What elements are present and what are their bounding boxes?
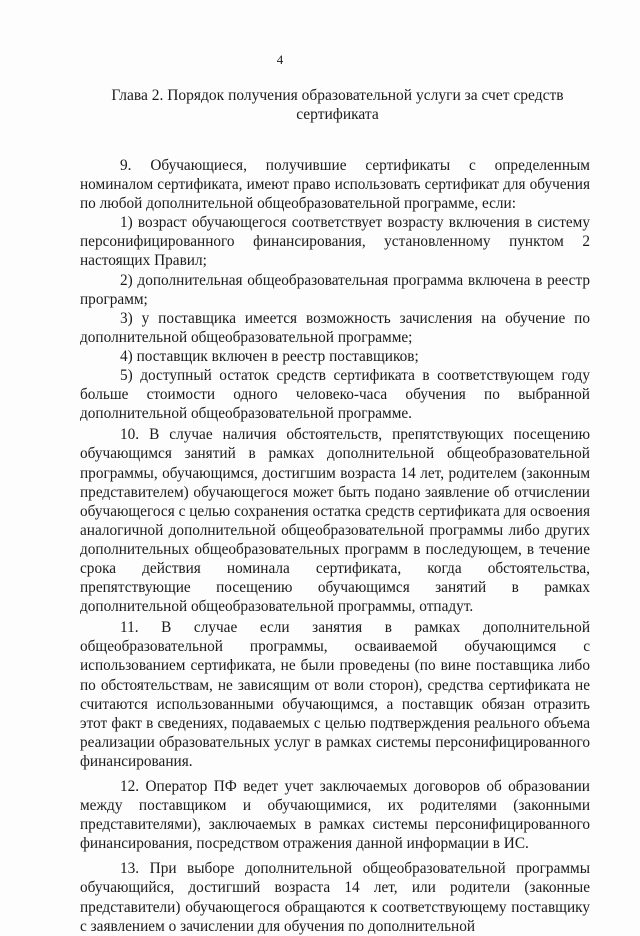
page-number: 4 — [276, 52, 284, 67]
chapter-heading: Глава 2. Порядок получения образовательной услуги за счет средств сертификата — [111, 87, 564, 123]
paragraph-13: 13. При выборе дополнительной общеобразовательной программы обучающийся, достигший возраста 14 лет, или родители (законные представители) обучающегося обращаются к соответствующему поставщику с заявлением о зачислении для обучения по дополнительной — [80, 860, 590, 935]
list-item-3: 3) у поставщика имеется возможность зачисления на обучение по дополнительной общеобразовательной программе; — [80, 309, 590, 346]
body-text — [80, 156, 590, 936]
list-item-1: 1) возраст обучающегося соответствует возрасту включения в систему персонифицированного финансирования, установленному пунктом 2 настоящих Правил; — [80, 214, 590, 270]
list-item-4: 4) поставщик включен в реестр поставщиков; — [120, 347, 419, 365]
paragraph-10: 10. В случае наличия обстоятельств, препятствующих посещению обучающимся занятий в рамках дополнительной общеобразовательной программы, обучающимся, достигшим возраста 14 лет, родителем (законным представителем) обучающегося может быть подано заявление об отчислении обучающегося с целью сохранения остатка средств сертификата для освоения аналогичной дополнительной общеобразовательной программы либо других дополнительных общеобразовательных программ в последующем, в течение срока действия номинала сертификата, когда обстоятельства, препятствующие посещению обучающимся занятий в рамках дополнительной общеобразовательной программы, отпадут. — [80, 426, 590, 616]
list-item-5: 5) доступный остаток средств сертификата в соответствующем году больше стоимости одного человеко-часа обучения по выбранной дополнительной общеобразовательной программе. — [80, 367, 590, 423]
paragraph-9: 9. Обучающиеся, получившие сертификаты с определенным номиналом сертификата, имеют право использовать сертификат для обучения по любой дополнительной общеобразовательной программе, если: — [80, 157, 590, 213]
paragraph-11: 11. В случае если занятия в рамках дополнительной общеобразовательной программы, осваиваемой обучающимся с использованием сертификата, не были проведены (по вине поставщика либо по обстоятельствам, не зависящим от воли сторон), средства сертификата не считаются использованными обучающимся, а поставщик обязан отразить этот факт в сведениях, подаваемых с целью подтверждения реального объема реализации образовательных услуг в рамках системы персонифицированного финансирования. — [80, 619, 590, 770]
paragraph-12: 12. Оператор ПФ ведет учет заключаемых договоров об образовании между поставщиком и обучающимися, их родителями (законными представителями), заключаемых в рамках системы персонифицированного финансирования, посредством отражения данной информации в ИС. — [80, 778, 590, 853]
list-item-2: 2) дополнительная общеобразовательная программа включена в реестр программ; — [80, 271, 590, 308]
